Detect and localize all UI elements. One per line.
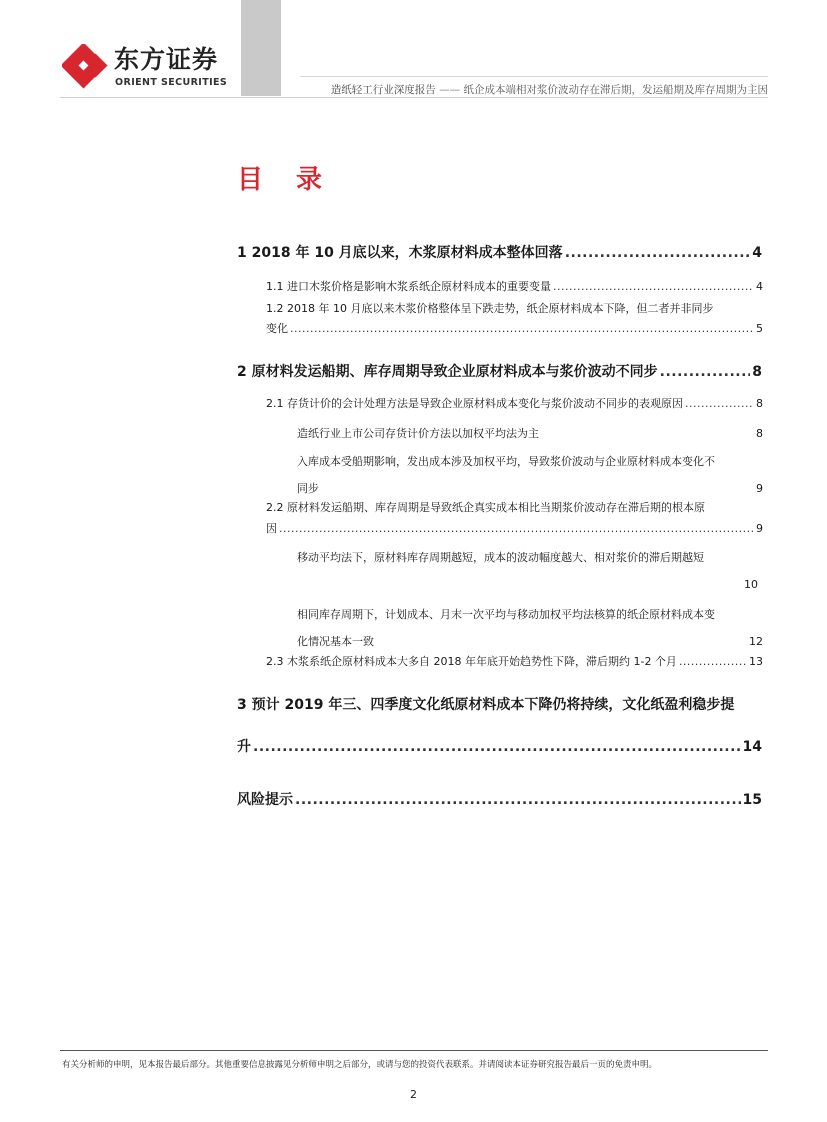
toc-entry[interactable] (237, 242, 762, 262)
toc-entry-page: 14 (742, 739, 762, 755)
toc-entry-label-line2: 升 (237, 739, 251, 755)
header-bottom-rule (60, 97, 768, 98)
toc-entry-label: 造纸行业上市公司存货计价方法以加权平均法为主 (297, 427, 539, 440)
toc-leader (565, 245, 751, 261)
orient-securities-logo (62, 44, 242, 92)
brand-name-en: ORIENT SECURITIES (115, 77, 228, 88)
toc-entry-label-line1[interactable]: 1.2 2018 年 10 月底以来木浆价格整体呈下跌走势，纸企原材料成本下降，但二者并非同步 (266, 302, 714, 315)
header-separator: —— (439, 84, 461, 96)
toc-entry-label-line1[interactable]: 相同库存周期下，计划成本、月末一次平均与移动加权平均法核算的纸企原材料成本变 (297, 608, 715, 621)
footer-rule (60, 1050, 768, 1051)
toc-entry-page: 10 (744, 578, 758, 591)
toc-entry-page: 8 (752, 364, 762, 380)
toc-entry-page: 13 (749, 655, 763, 668)
toc-entry-page: 9 (756, 482, 763, 495)
toc-entry[interactable] (297, 633, 763, 649)
header-gray-block (241, 0, 281, 96)
toc-entry-label: 1 2018 年 10 月底以来，木浆原材料成本整体回落 (237, 245, 563, 261)
toc-leader (279, 522, 754, 535)
brand-name-cn: 东方证券 (114, 45, 219, 74)
header-rule (300, 76, 768, 77)
toc-leader (685, 397, 754, 410)
toc-entry[interactable] (237, 736, 762, 756)
toc-leader (290, 322, 754, 335)
toc-entry-label-line1[interactable]: 入库成本受船期影响，发出成本涉及加权平均，导致浆价波动与企业原材料成本变化不 (297, 455, 715, 468)
toc-entry[interactable] (266, 320, 763, 336)
report-type: 造纸轻工行业深度报告 (330, 84, 436, 96)
orient-securities-logo-mark (62, 44, 108, 90)
footer-disclaimer: 有关分析师的申明，见本报告最后部分。其他重要信息披露见分析师申明之后部分，或请与您的投资代表联系。并请阅读本证券研究报告最后一页的免责申明。 (62, 1060, 658, 1070)
toc-entry-label[interactable]: 移动平均法下，原材料库存周期越短，成本的波动幅度越大、相对浆价的滞后期越短 (297, 551, 704, 564)
toc-entry-label: 1.1 进口木浆价格是影响木浆系纸企原材料成本的重要变量 (266, 280, 551, 293)
toc-leader (295, 792, 741, 808)
toc-entry[interactable] (266, 520, 763, 536)
toc-entry-page: 15 (742, 792, 762, 808)
toc-title: 目 录 (237, 165, 335, 195)
toc-entry-page: 5 (756, 322, 763, 335)
toc-entry-page: 4 (756, 280, 763, 293)
toc-entry[interactable] (237, 361, 762, 381)
toc-entry-label: 2 原材料发运船期、库存周期导致企业原材料成本与浆价波动不同步 (237, 364, 658, 380)
toc-entry[interactable] (266, 653, 763, 669)
toc-entry-label-line1[interactable]: 2.2 原材料发运船期、库存周期是导致纸企真实成本相比当期浆价波动存在滞后期的根本原 (266, 501, 705, 514)
toc-entry[interactable] (266, 278, 763, 294)
toc-entry-label-line1[interactable]: 3 预计 2019 年三、四季度文化纸原材料成本下降仍将持续，文化纸盈利稳步提 (237, 697, 735, 713)
toc-entry-label: 风险提示 (237, 792, 293, 808)
toc-entry[interactable] (297, 425, 763, 441)
toc-entry-label-line2: 同步 (297, 482, 319, 495)
page-number: 2 (410, 1088, 417, 1101)
running-header (331, 82, 768, 97)
toc-entry[interactable] (297, 480, 763, 496)
toc-entry-page: 12 (749, 635, 763, 648)
report-title: 纸企成本端相对浆价波动存在滞后期，发运船期及库存周期为主因 (463, 84, 768, 96)
toc-entry-page: 9 (756, 522, 763, 535)
toc-leader (679, 655, 747, 668)
toc-leader (553, 280, 754, 293)
toc-leader (253, 739, 741, 755)
toc-entry-label-line2: 因 (266, 522, 277, 535)
toc-entry-page: 8 (756, 397, 763, 410)
toc-entry[interactable] (266, 395, 763, 411)
toc-entry-label-line2: 变化 (266, 322, 288, 335)
toc-entry-page: 8 (756, 427, 763, 440)
toc-entry-page: 4 (752, 245, 762, 261)
toc-entry-label-line2: 化情况基本一致 (297, 635, 374, 648)
toc-entry-label: 2.3 木浆系纸企原材料成本大多自 2018 年年底开始趋势性下降，滞后期约 1-2 个月 (266, 655, 677, 668)
toc-leader (660, 364, 751, 380)
toc-entry[interactable] (237, 789, 762, 809)
toc-entry-label: 2.1 存货计价的会计处理方法是导致企业原材料成本变化与浆价波动不同步的表观原因 (266, 397, 683, 410)
